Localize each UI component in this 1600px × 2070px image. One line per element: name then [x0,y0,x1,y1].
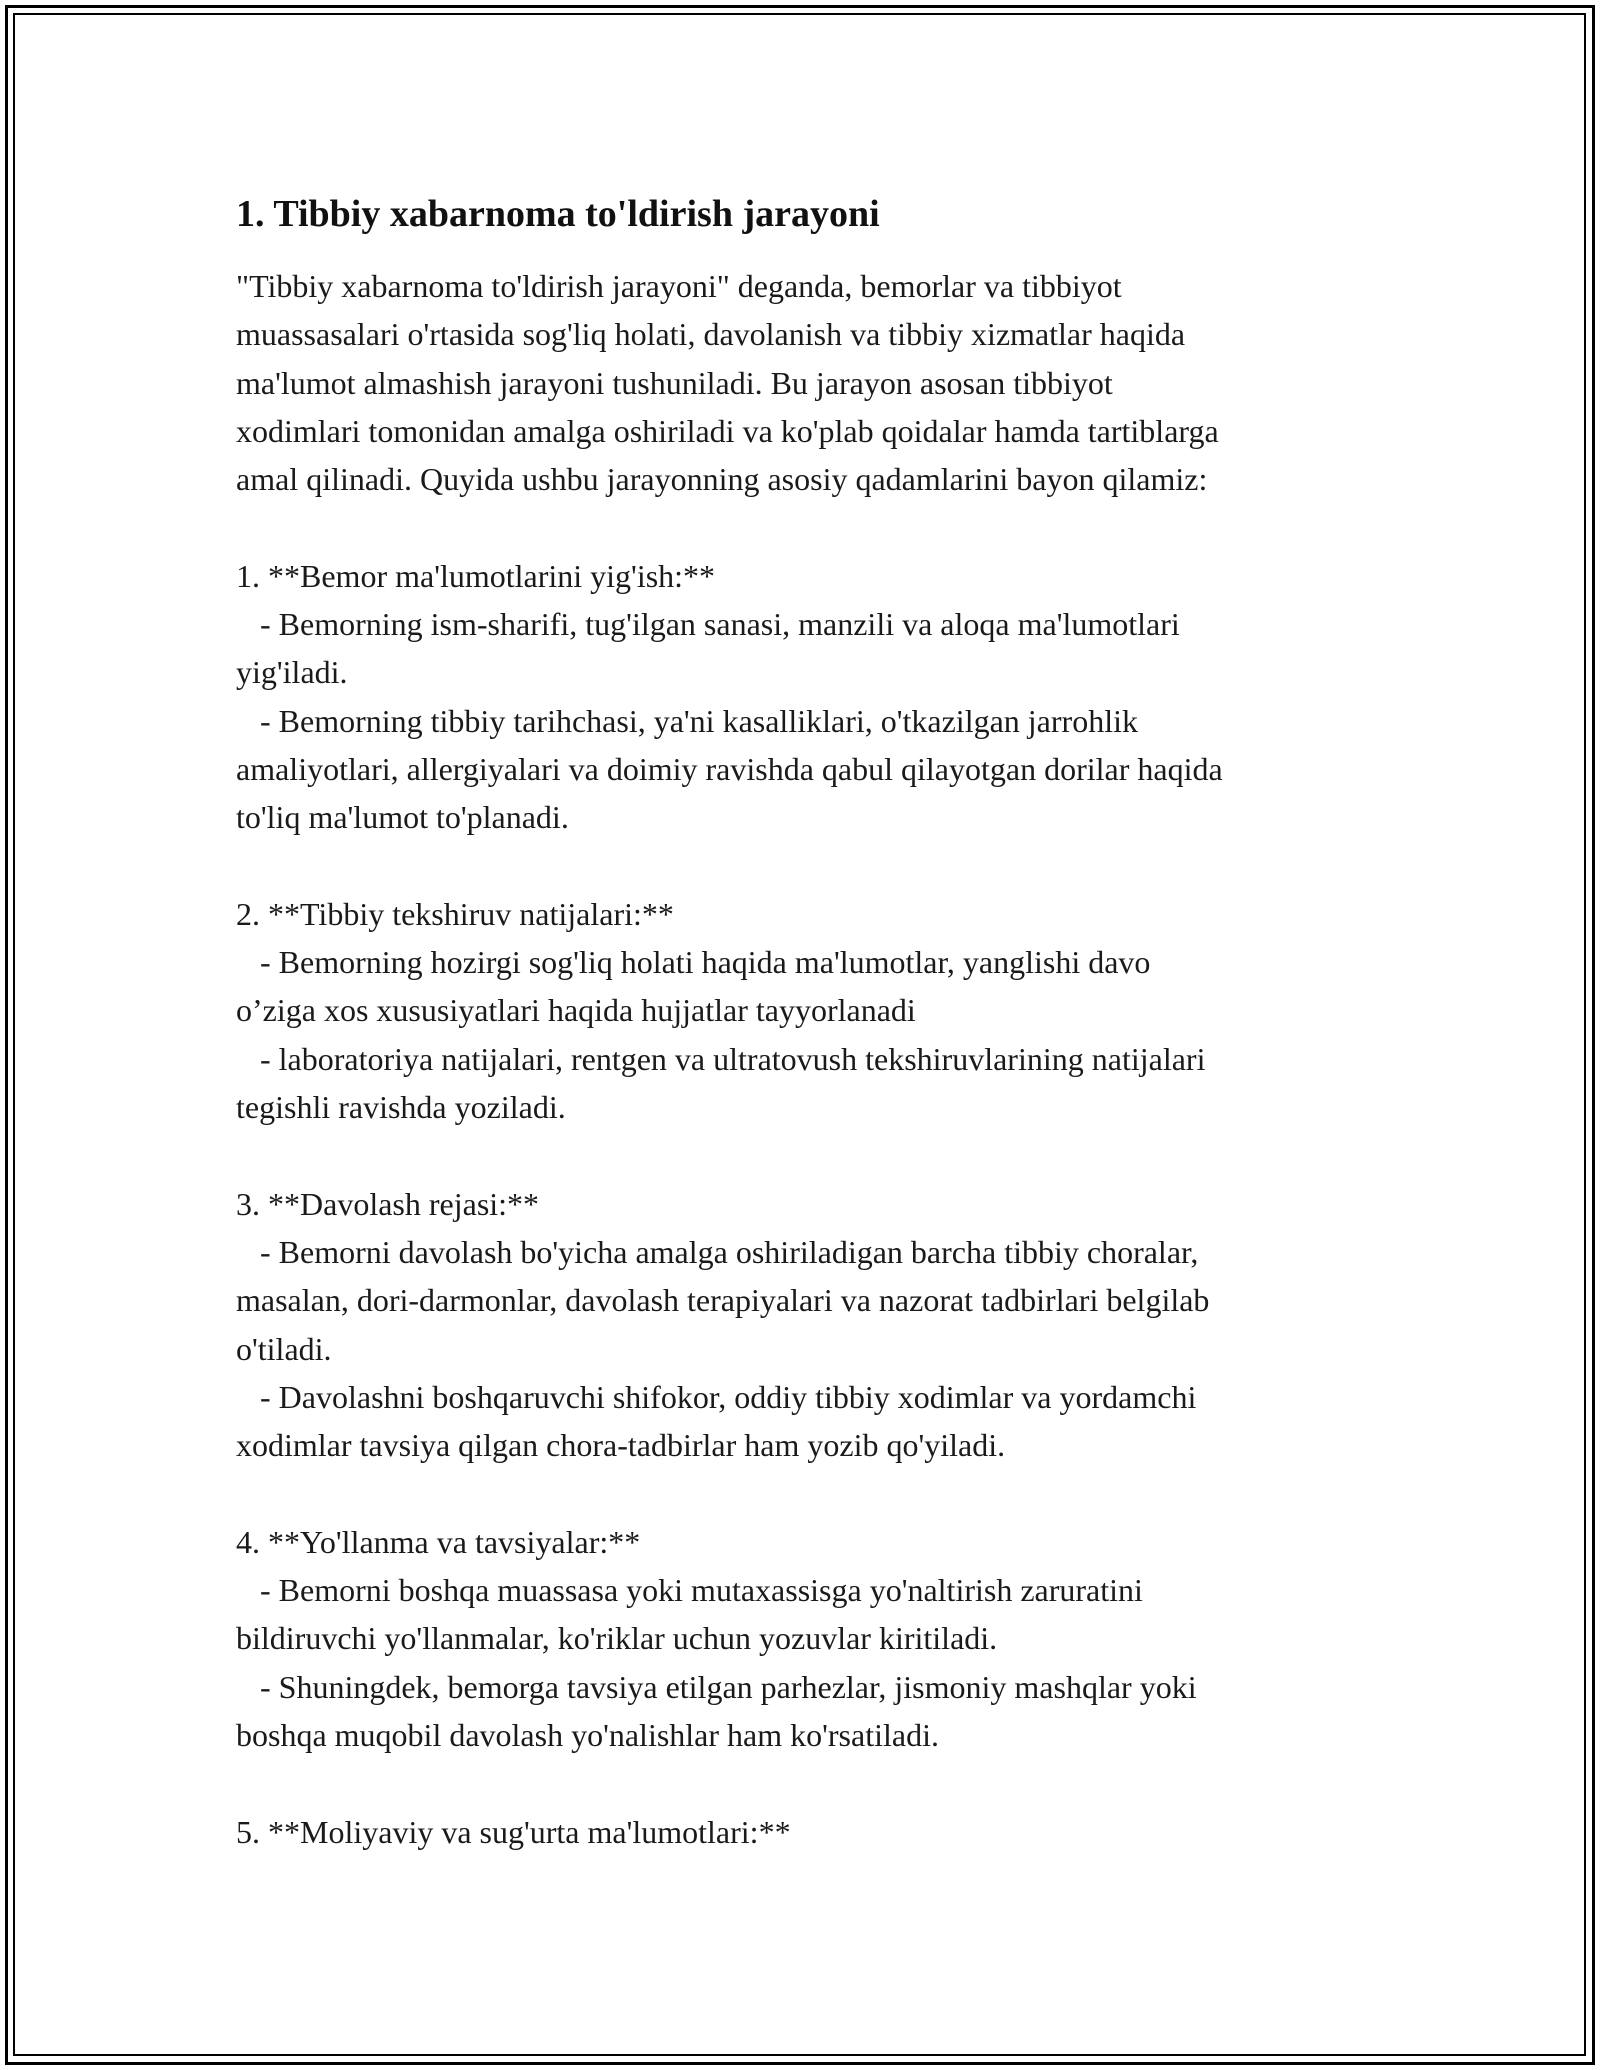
document-content [236,186,1376,1856]
document-title: 1. Tibbiy xabarnoma to'ldirish jarayoni [236,193,880,235]
document-body: "Tibbiy xabarnoma to'ldirish jarayoni" deganda, bemorlar va tibbiyot muassasalari o'rtasida sog'liq holati, davolanish va tibbiy xizmatlar haqida ma'lumot almashish jarayoni tushuniladi. Bu jarayon asosan tibbiyot xodimlari tomonidan amalga oshiriladi va ko'plab qoidalar hamda tartiblarga amal qilinadi. Quyida ushbu jarayonning asosiy qadamlarini bayon qilamiz: 1. **Bemor ma'lumotlarini yig'ish:** - Bemorning ism-sharifi, tug'ilgan sanasi, manzili va aloqa ma'lumotlari yig'iladi. - Bemorning tibbiy tarihchasi, ya'ni kasalliklari, o'tkazilgan jarrohlik amaliyotlari, allergiyalari va doimiy ravishda qabul qilayotgan dorilar haqida to'liq ma'lumot to'planadi. 2. **Tibbiy tekshiruv natijalari:** - Bemorning hozirgi sog'liq holati haqida ma'lumotlar, yanglishi davo o’ziga xos xususiyatlari haqida hujjatlar tayyorlanadi - laboratoriya natijalari, rentgen va ultratovush tekshiruvlarining natijalari tegishli ravishda yoziladi. 3. **Davolash rejasi:** - Bemorni davolash bo'yicha amalga oshiriladigan barcha tibbiy choralar, masalan, dori-darmonlar, davolash terapiyalari va nazorat tadbirlari belgilab o'tiladi. - Davolashni boshqaruvchi shifokor, oddiy tibbiy xodimlar va yordamchi xodimlar tavsiya qilgan chora-tadbirlar ham yozib qo'yiladi. 4. **Yo'llanma va tavsiyalar:** - Bemorni boshqa muassasa yoki mutaxassisga yo'naltirish zaruratini bildiruvchi yo'llanmalar, ko'riklar uchun yozuvlar kiritiladi. - Shuningdek, bemorga tavsiya etilgan parhezlar, jismoniy mashqlar yoki boshqa muqobil davolash yo'nalishlar ham ko'rsatiladi. 5. **Moliyaviy va sug'urta ma'lumotlari:** [236,268,1223,1850]
